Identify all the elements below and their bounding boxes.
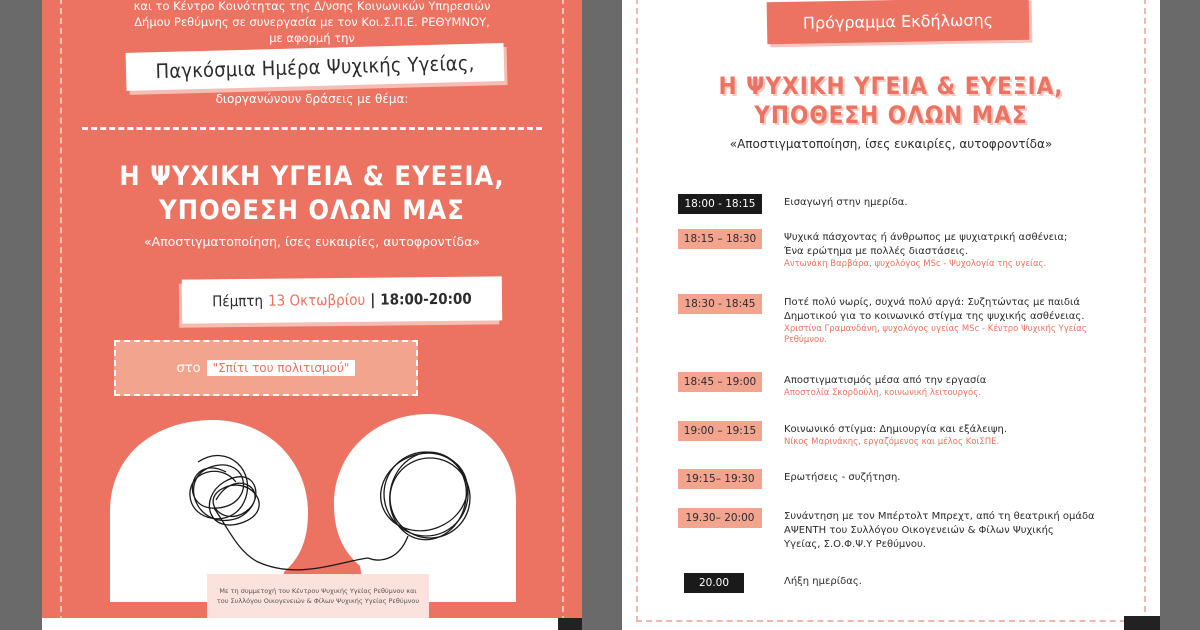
time-pill: 18:30 - 18:45 bbox=[678, 294, 762, 314]
row-speaker: Αντωνάκη Βαρβάρα, ψυχολόγος MSc - Ψυχολογία της υγείας. bbox=[784, 259, 1047, 269]
time-pill: 18:00 - 18:15 bbox=[678, 194, 762, 214]
row-text bbox=[784, 471, 1114, 485]
intro-line-1: και το Κέντρο Κοινότητας της Δ/νσης Κοινωνικών Υπηρεσιών bbox=[133, 0, 491, 13]
time-pill: 19:15– 19:30 bbox=[678, 469, 762, 489]
r-headline-line-2: ΥΠΟΘΕΣΗ ΟΛΩΝ ΜΑΣ bbox=[754, 101, 1028, 129]
venue-box bbox=[114, 340, 418, 396]
row-line: Αποστιγματισμός μέσα από την εργασία bbox=[784, 375, 987, 386]
date-box bbox=[182, 276, 502, 323]
credits-box bbox=[207, 574, 429, 618]
row-text bbox=[784, 423, 1114, 448]
row-line: Ψυχικά πάσχοντας ή άνθρωπος με ψυχιατρική ασθένεια; bbox=[784, 232, 1068, 243]
date-time: 18:00-20:00 bbox=[380, 289, 472, 309]
row-line: Δημοτικού για το κοινωνικό στίγμα της ψυχικής ασθένειας. bbox=[784, 311, 1085, 322]
time-pill: 18:45 – 19:00 bbox=[678, 372, 762, 392]
row-line: Ερωτήσεις - συζήτηση. bbox=[784, 472, 901, 483]
dashed-divider bbox=[82, 127, 542, 130]
program-title-tab bbox=[767, 0, 1030, 44]
credits-line-2: του Συλλόγου Οικογενειών & Φίλων Ψυχικής Υγείας Ρεθύμνου bbox=[216, 597, 420, 605]
right-bottom-tag bbox=[1124, 616, 1160, 630]
headline-line-1: Η ΨΥΧΙΚΗ ΥΓΕΙΑ & ΕΥΕΞΙΑ, bbox=[119, 161, 505, 192]
row-text bbox=[784, 374, 1114, 399]
time-pill: 20.00 bbox=[684, 573, 744, 593]
intro-text bbox=[42, 0, 582, 46]
row-speaker: Αποστολία Σκορδούλη, κοινωνική λειτουργός. bbox=[784, 388, 981, 398]
row-speaker: Χριστίνα Γραμανδάνη, ψυχολόγος υγείας MSc - Κέντρο Ψυχικής Υγείας Ρεθύμνου. bbox=[784, 324, 1087, 345]
row-line: Ποτέ πολύ νωρίς, συχνά πολύ αργά: Συζητώντας με παιδιά bbox=[784, 297, 1081, 308]
venue-prefix: στο bbox=[176, 360, 201, 376]
bottom-band bbox=[42, 618, 582, 630]
intro-line-3: με αφορμή την bbox=[269, 31, 355, 45]
row-text bbox=[784, 296, 1114, 346]
venue-name: "Σπίτι του πολιτισμού" bbox=[207, 360, 356, 376]
right-poster bbox=[622, 0, 1160, 630]
date-highlight: 13 Οκτωβρίου bbox=[267, 290, 366, 310]
right-headline bbox=[622, 72, 1160, 130]
time-pill: 18:15 – 18:30 bbox=[678, 229, 762, 249]
row-text bbox=[784, 231, 1114, 270]
row-speaker: Νίκος Μαρινάκης, εργαζόμενος και μέλος ΚοιΣΠΕ. bbox=[784, 437, 1000, 447]
row-text bbox=[784, 196, 1114, 210]
program-title: Πρόγραμμα Εκδήλωσης bbox=[802, 9, 994, 33]
row-line: Κοινωνικό στίγμα: Δημιουργία και εξάλειψη. bbox=[784, 424, 1008, 435]
row-line: ΑΨΕΝΤΗ του Συλλόγου Οικογενειών & Φίλων Ψυχικής bbox=[784, 525, 1054, 536]
right-subtitle: «Αποστιγματοποίηση, ίσες ευκαιρίες, αυτοφροντίδα» bbox=[729, 137, 1053, 151]
row-text bbox=[784, 510, 1114, 552]
row-text bbox=[784, 575, 1114, 589]
left-headline bbox=[42, 160, 582, 228]
headline-line-2: ΥΠΟΘΕΣΗ ΟΛΩΝ ΜΑΣ bbox=[159, 195, 465, 226]
time-pill: 19.30– 20:00 bbox=[678, 508, 762, 528]
credits-line-1: Με τη συμμετοχή του Κέντρου Ψυχικής Υγείας Ρεθύμνου και bbox=[219, 587, 417, 595]
row-line: Υγείας, Σ.Ο.Φ.Ψ.Υ Ρεθύμνου. bbox=[784, 539, 926, 550]
left-poster bbox=[42, 0, 582, 630]
row-line: Λήξη ημερίδας. bbox=[784, 576, 862, 587]
date-separator: | bbox=[370, 290, 376, 309]
r-headline-line-1: Η ΨΥΧΙΚΗ ΥΓΕΙΑ & ΕΥΕΞΙΑ, bbox=[718, 72, 1064, 100]
ribbon-text: Παγκόσμια Ημέρα Ψυχικής Υγείας, bbox=[155, 50, 475, 84]
sub-intro: διοργανώνουν δράσεις με θέμα: bbox=[215, 92, 409, 106]
time-pill: 19:00 – 19:15 bbox=[678, 421, 762, 441]
intro-line-2: Δήμου Ρεθύμνης σε συνεργασία με τον Κοι.Σ.Π.Ε. ΡΕΘΥΜΝΟΥ, bbox=[134, 15, 490, 29]
row-line: Ένα ερώτημα με πολλές διαστάσεις. bbox=[784, 246, 969, 257]
bottom-tag bbox=[558, 618, 582, 630]
row-line: Συνάντηση με τον Μπέρτολτ Μπρεχτ, από τη θεατρική ομάδα bbox=[784, 511, 1095, 522]
date-day: Πέμπτη bbox=[212, 291, 264, 311]
left-subtitle: «Αποστιγματοποίηση, ίσες ευκαιρίες, αυτοφροντίδα» bbox=[144, 234, 480, 249]
row-line: Εισαγωγή στην ημερίδα. bbox=[784, 197, 908, 208]
